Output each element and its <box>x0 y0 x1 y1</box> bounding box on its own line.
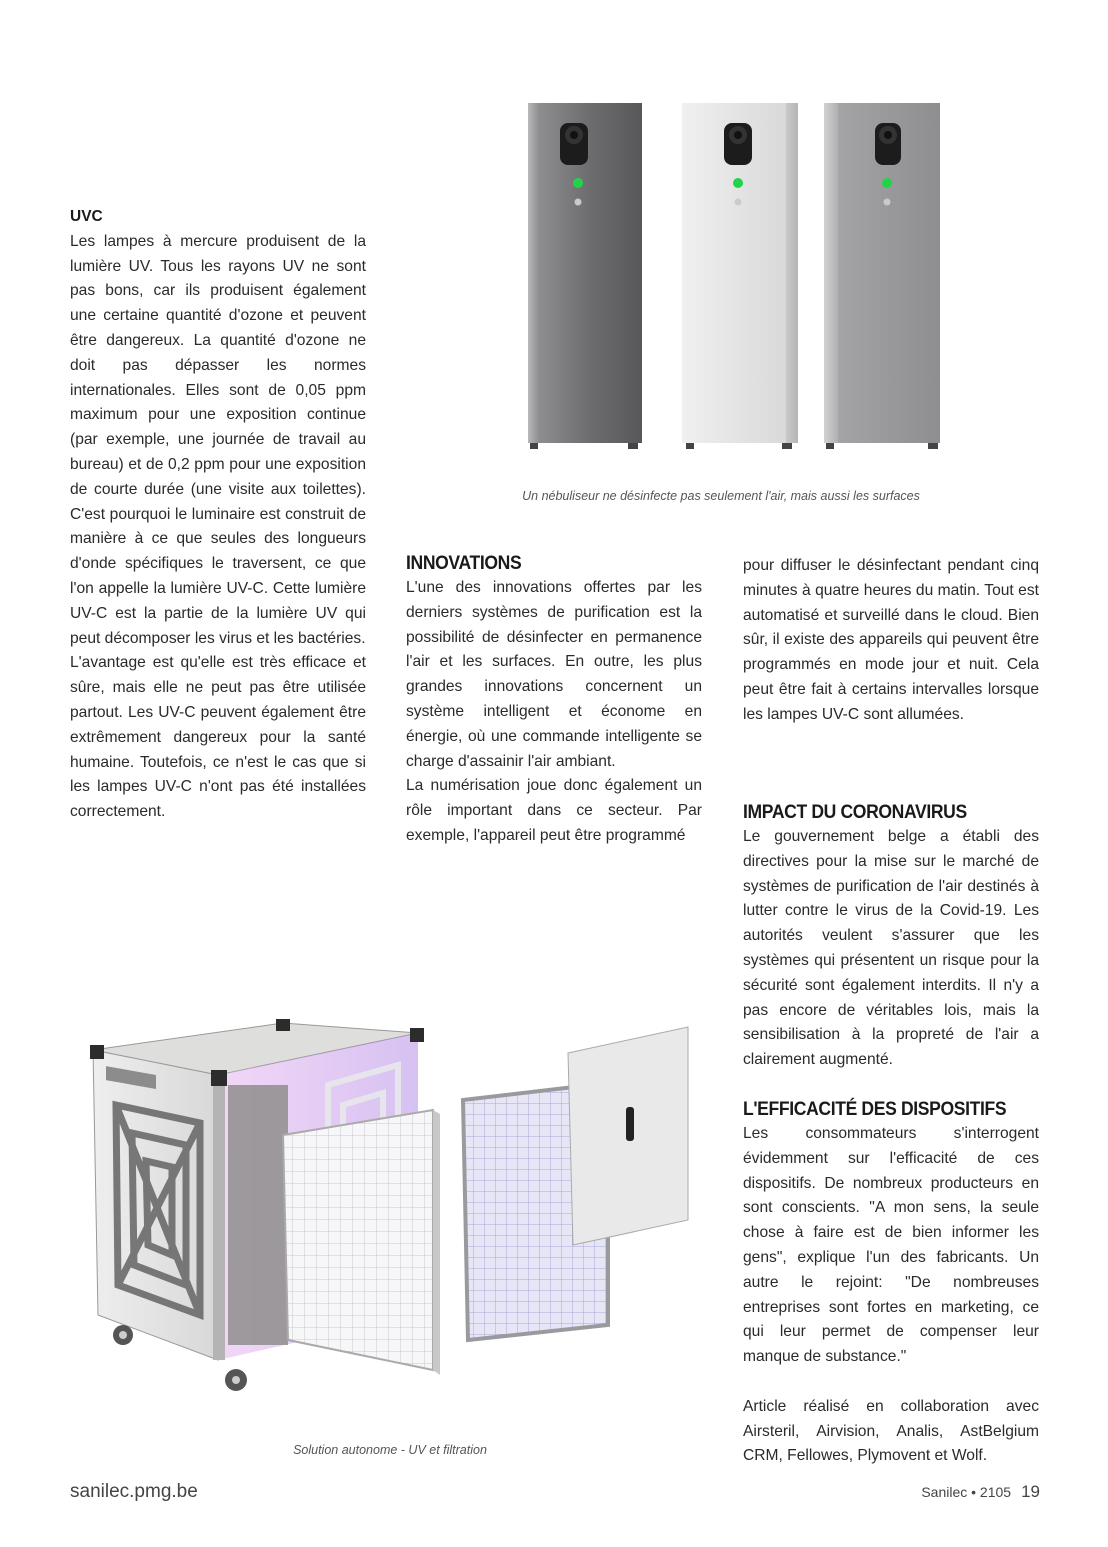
continued-paragraph: pour diffuser le désinfectant pendant cinq minutes à quatre heures du matin. Tout est automatisé et surveillé dans le cloud. Bien sûr, il existe des appareils qui peuvent être programmés en mode jour et nuit. Cela peut être fait à certains intervalles lorsque les lampes UV-C sont allumées. <box>743 557 1039 723</box>
footer-issue-label: Sanilec • 2105 <box>921 1484 1012 1500</box>
efficacite-section <box>743 1096 1039 1469</box>
innovations-section <box>406 550 702 849</box>
uvc-paragraph-2: L'avantage est qu'elle est très efficace et sûre, mais elle ne peut pas être utilisée partout. Les UV-C peuvent également être extrêmement dangereux pour la santé humaine. Toutefois, ce n'est le cas que si les lampes UV-C n'ont pas été installées correctement. <box>70 654 366 821</box>
purifier-unit-image <box>88 1015 693 1415</box>
footer-issue <box>921 1482 1040 1502</box>
nebulizer-image <box>520 95 950 460</box>
nebulizer-unit-grey <box>824 103 940 449</box>
uvc-section <box>70 205 366 825</box>
impact-heading: IMPACT DU CORONAVIRUS <box>743 801 967 823</box>
impact-section <box>743 799 1039 1073</box>
nebulizer-unit-dark <box>528 103 642 449</box>
nebulizer-caption: Un nébuliseur ne désinfecte pas seulement l'air, mais aussi les surfaces <box>522 489 920 503</box>
credits-paragraph: Article réalisé en collaboration avec Airsteril, Airvision, Analis, AstBelgium CRM, Fellowes, Plymovent et Wolf. <box>743 1397 1039 1465</box>
footer-site[interactable]: sanilec.pmg.be <box>70 1481 198 1502</box>
efficacite-heading: L'EFFICACITÉ DES DISPOSITIFS <box>743 1098 1007 1120</box>
unit-caption: Solution autonome - UV et filtration <box>293 1443 487 1457</box>
innovations-heading: INNOVATIONS <box>406 552 522 574</box>
innovations-paragraph-2: La numérisation joue donc également un rôle important dans ce secteur. Par exemple, l'appareil peut être programmé <box>406 777 702 844</box>
innovations-paragraph-1: L'une des innovations offertes par les derniers systèmes de purification est la possibilité de désinfecter en permanence l'air et les surfaces. En outre, les plus grandes innovations concernent un système intelligent et économe en énergie, où une commande intelligente se charge d'assainir l'air ambiant. <box>406 579 702 770</box>
impact-paragraph: Le gouvernement belge a établi des directives pour la mise sur le marché de systèmes de purification de l'air destinés à lutter contre le virus de la Covid-19. Les autorités veulent s'assurer que les systèmes qui présentent un risque pour la sécurité sont également interdits. Il n'y a pas encore de véritables lois, mais la sensibilisation à la propreté de l'air a clairement augmenté. <box>743 828 1039 1069</box>
nebulizer-unit-light <box>682 103 798 449</box>
uvc-heading: UVC <box>70 208 103 225</box>
uvc-paragraph-1: Les lampes à mercure produisent de la lumière UV. Tous les rayons UV ne sont pas bons, car ils produisent également une certaine quantité d'ozone et peuvent être dangereux. La quantité d'ozone ne doit pas dépasser les normes internationales. Elles sont de 0,05 ppm maximum pour une exposition continue (par exemple, une journée de travail au bureau) et de 0,2 ppm pour une exposition de courte durée (une visite aux toilettes). C'est pourquoi le luminaire est construit de manière à ce que seules des longueurs d'onde spécifiques le traversent, ce que l'on appelle la lumière UV-C. Cette lumière UV-C est la partie de la lumière UV qui peut décomposer les virus et les bactéries. <box>70 232 366 647</box>
efficacite-paragraph: Les consommateurs s'interrogent évidemment sur l'efficacité de ces dispositifs. De nombreux producteurs en sont conscients. "A mon sens, la seule chose à faire est de bien informer les gens", explique l'un des fabricants. Un autre le rejoint: "De nombreuses entreprises sont fortes en marketing, ce qui leur permet de compenser leur manque de substance." <box>743 1125 1039 1366</box>
continued-section <box>743 554 1039 728</box>
page-number: 19 <box>1021 1482 1040 1501</box>
